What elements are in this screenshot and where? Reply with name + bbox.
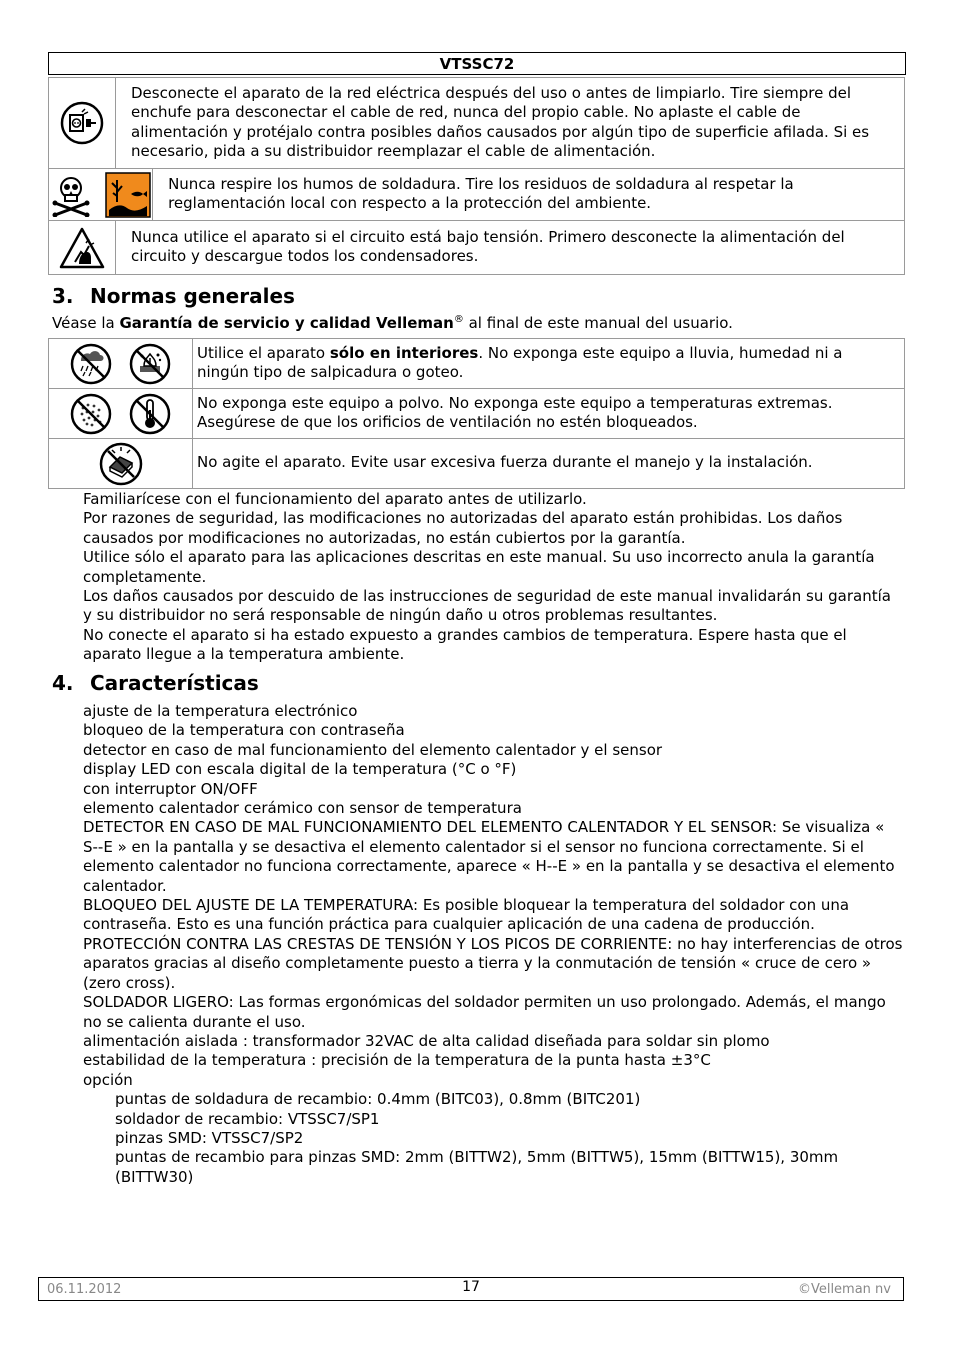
list-item: elemento calentador cerámico con sensor de temperatura: [83, 799, 522, 818]
general-row: [49, 439, 905, 489]
sub-list-item: pinzas SMD: VTSSC7/SP2: [115, 1128, 304, 1147]
page-number: 17: [462, 1279, 480, 1295]
safety-row-text: Nunca respire los humos de soldadura. Tire los residuos de soldadura al respetar la reglamentación local con respecto a la protección del ambiente.: [153, 169, 905, 221]
footer-date: 06.11.2012: [47, 1282, 122, 1297]
general-row-text: [193, 339, 905, 389]
paragraph: Familiarícese con el funcionamiento del aparato antes de utilizarlo.: [83, 490, 587, 508]
features-list: [83, 702, 903, 1187]
sub-list-item: puntas de soldadura de recambio: 0.4mm (BITC03), 0.8mm (BITC201): [115, 1090, 641, 1109]
no-dust-icon: [69, 392, 113, 436]
environmental-hazard-icon: [105, 172, 151, 218]
document-header-model: VTSSC72: [48, 52, 906, 75]
sub-list-item: soldador de recambio: VTSSC7/SP1: [115, 1109, 380, 1128]
general-row-text: No agite el aparato. Evite usar excesiva fuerza durante el manejo y la instalación.: [193, 439, 905, 489]
safety-row: [49, 221, 905, 275]
list-item: opción: [83, 1070, 133, 1089]
no-rain-icon: [69, 342, 113, 386]
list-item: estabilidad de la temperatura : precisión de la temperatura de la punta hasta ±3°C: [83, 1051, 711, 1070]
safety-row: [49, 169, 905, 221]
intro-text: al final de este manual del usuario.: [463, 314, 733, 332]
registered-mark: ®: [453, 314, 464, 325]
sub-list-item: puntas de recambio para pinzas SMD: 2mm (BITTW2), 5mm (BITTW5), 15mm (BITTW15), 30mm (BITTW30): [115, 1148, 839, 1186]
paragraph: Los daños causados por descuido de las instrucciones de seguridad de este manual invalidarán su garantía y su distribuidor no será responsable de ningún daño u otros problemas resultantes.: [83, 587, 891, 625]
safety-icon-cell: [49, 78, 116, 169]
paragraph: Utilice sólo el aparato para las aplicaciones descritas en este manual. Su uso incorrecto anula la garantía completamente.: [83, 548, 875, 586]
no-splash-icon: [128, 342, 172, 386]
list-item: SOLDADOR LIGERO: Las formas ergonómicas del soldador permiten un uso prolongado. Además, el mango no se calienta durante el uso.: [83, 993, 886, 1031]
warranty-link-text: Garantía de servicio y calidad Velleman: [119, 314, 454, 332]
power-plug-disconnect-icon: [60, 101, 104, 145]
section3-intro: [52, 314, 902, 333]
footer-copyright: ©Velleman nv: [797, 1282, 891, 1297]
paragraph: No conecte el aparato si ha estado expuesto a grandes cambios de temperatura. Espere hasta que el aparato llegue a la temperatura ambiente.: [83, 625, 847, 664]
general-icon-cell: [49, 439, 193, 489]
paragraph: Por razones de seguridad, las modificaciones no autorizadas del aparato están prohibidas. Los daños causados por modificaciones no autorizadas, no están cubiertos por la garantía.: [83, 509, 843, 547]
row-text: Utilice el aparato: [197, 343, 330, 362]
safety-row-text: Desconecte el aparato de la red eléctrica después del uso o antes de limpiarlo. Tire siempre del enchufe para desconectar el cable de red, nunca del propio cable. No aplaste el cable de alimentación y protéjalo contra posibles daños causados por algún tipo de superficie afilada. Si es necesario, pida a su distribuidor reemplazar el cable de alimentación.: [116, 78, 905, 169]
section-title: Características: [90, 671, 259, 695]
list-item: alimentación aislada : transformador 32VAC de alta calidad diseñada para soldar sin plomo: [83, 1031, 770, 1050]
section-title: Normas generales: [90, 284, 295, 308]
row-text-bold: sólo en interiores: [329, 343, 479, 362]
section-number: 3.: [52, 284, 74, 308]
list-item: bloqueo de la temperatura con contraseña: [83, 721, 405, 740]
general-rules-table: [48, 338, 905, 489]
general-icon-cell: [49, 389, 193, 439]
safety-icon-cell: [49, 169, 153, 221]
safety-row: [49, 78, 905, 169]
no-extreme-temperature-icon: [128, 392, 172, 436]
list-item: con interruptor ON/OFF: [83, 779, 258, 798]
general-row-text: No exponga este equipo a polvo. No exponga este equipo a temperaturas extremas. Asegúrese de que los orificios de ventilación no estén bloqueados.: [193, 389, 905, 439]
list-item: DETECTOR EN CASO DE MAL FUNCIONAMIENTO DEL ELEMENTO CALENTADOR Y EL SENSOR: Se visualiza « S--E » en la pantalla y se desactiva el elemento calentador si el sensor no funciona correctamente. Si el elemento calentador no funciona correctamente, aparece « H--E » en la pantalla y se desactiva el elemento calentador.: [83, 818, 895, 895]
electric-shock-warning-icon: [59, 226, 105, 270]
intro-text: Véase la: [52, 314, 120, 332]
list-item: ajuste de la temperatura electrónico: [83, 702, 358, 720]
section-number: 4.: [52, 671, 74, 695]
skull-crossbones-icon: [50, 173, 92, 217]
general-row: [49, 389, 905, 439]
list-item: detector en caso de mal funcionamiento del elemento calentador y el sensor: [83, 740, 663, 759]
safety-table: [48, 77, 905, 275]
section-heading-caracteristicas: [52, 671, 259, 695]
row-text: . No exponga este equipo a lluvia, humedad ni a ningún tipo de salpicadura o goteo.: [197, 343, 843, 381]
list-item: PROTECCIÓN CONTRA LAS CRESTAS DE TENSIÓN Y LOS PICOS DE CORRIENTE: no hay interferencias de otros aparatos gracias al diseño completamente puesto a tierra y la conmutación de tensión « cruce de cero » (zero cross).: [83, 934, 903, 992]
general-row: [49, 339, 905, 389]
section-heading-normas-generales: [52, 284, 295, 308]
no-shaking-icon: [98, 441, 144, 487]
general-paragraphs: [83, 490, 903, 665]
list-item: BLOQUEO DEL AJUSTE DE LA TEMPERATURA: Es posible bloquear la temperatura del soldador con una contraseña. Esto es una función práctica para cualquier aplicación de una cadena de producción.: [83, 896, 850, 934]
list-item: display LED con escala digital de la temperatura (°C o °F): [83, 760, 517, 779]
general-icon-cell: [49, 339, 193, 389]
safety-icon-cell: [49, 221, 116, 275]
safety-row-text: Nunca utilice el aparato si el circuito está bajo tensión. Primero desconecte la alimentación del circuito y descargue todos los condensadores.: [116, 221, 905, 275]
page-footer: [38, 1277, 904, 1301]
